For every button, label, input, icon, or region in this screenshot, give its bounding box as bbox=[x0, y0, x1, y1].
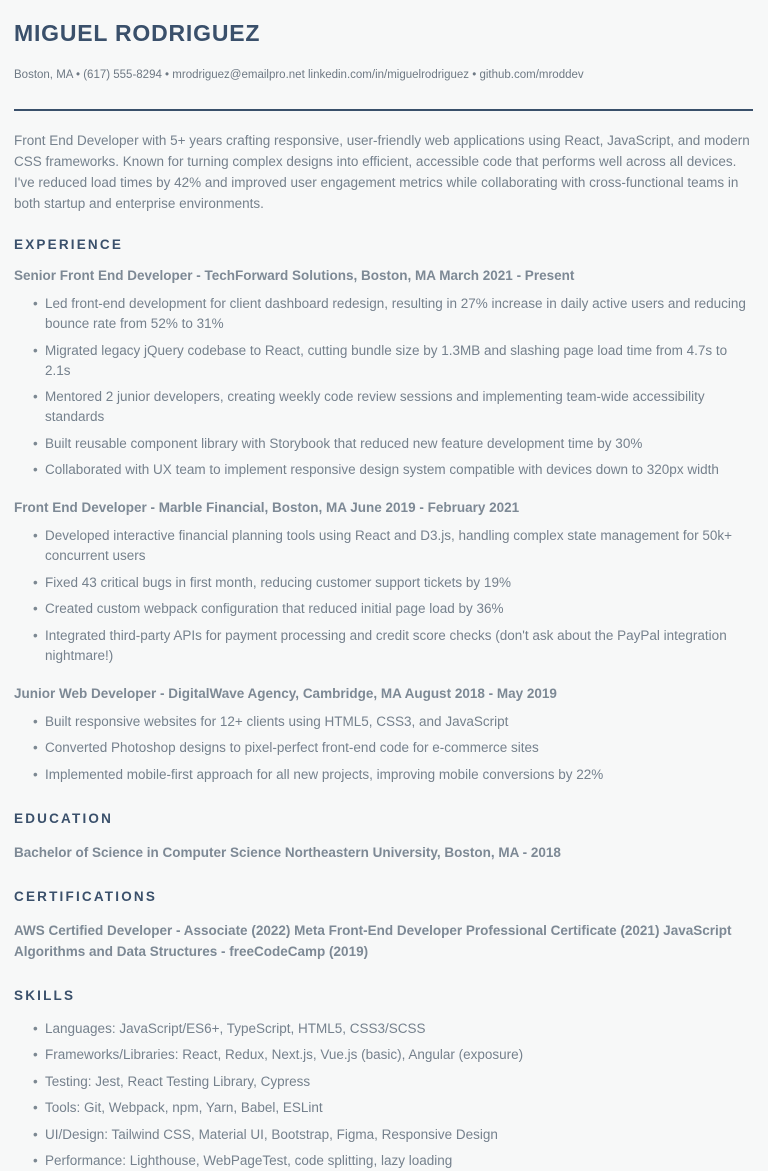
job-bullet: • Mentored 2 junior developers, creating weekly code review sessions and implementing team-wide accessibility standards bbox=[33, 387, 753, 427]
skill-bullet: • Performance: Lighthouse, WebPageTest, code splitting, lazy loading bbox=[33, 1151, 753, 1171]
section-title-education: EDUCATION bbox=[14, 811, 753, 826]
job-heading: Junior Web Developer - DigitalWave Agency, Cambridge, MA August 2018 - May 2019 bbox=[14, 686, 753, 701]
job-bullet: • Collaborated with UX team to implement responsive design system compatible with devices down to 320px width bbox=[33, 460, 753, 480]
job-bullet: • Fixed 43 critical bugs in first month, reducing customer support tickets by 19% bbox=[33, 573, 753, 593]
job-heading: Front End Developer - Marble Financial, Boston, MA June 2019 - February 2021 bbox=[14, 500, 753, 515]
job-bullet: • Developed interactive financial planning tools using React and D3.js, handling complex state management for 50k+ concurrent users bbox=[33, 526, 753, 566]
certifications-text: AWS Certified Developer - Associate (2022) Meta Front-End Developer Professional Certificate (2021) JavaScript Algorithms and Data Structures - freeCodeCamp (2019) bbox=[14, 920, 753, 962]
resume-name: MIGUEL RODRIGUEZ bbox=[14, 20, 753, 47]
section-title-certifications: CERTIFICATIONS bbox=[14, 889, 753, 904]
job-bullet: • Built responsive websites for 12+ clients using HTML5, CSS3, and JavaScript bbox=[33, 712, 753, 732]
skill-bullet: • Testing: Jest, React Testing Library, Cypress bbox=[33, 1072, 753, 1092]
skill-bullet: • UI/Design: Tailwind CSS, Material UI, Bootstrap, Figma, Responsive Design bbox=[33, 1125, 753, 1145]
section-title-skills: SKILLS bbox=[14, 988, 753, 1003]
job-bullets bbox=[14, 526, 753, 666]
job-bullets bbox=[14, 294, 753, 480]
job-heading: Senior Front End Developer - TechForward Solutions, Boston, MA March 2021 - Present bbox=[14, 268, 753, 283]
section-title-experience: EXPERIENCE bbox=[14, 237, 753, 252]
job-bullet: • Led front-end development for client dashboard redesign, resulting in 27% increase in daily active users and reducing bounce rate from 52% to 31% bbox=[33, 294, 753, 334]
header-divider bbox=[14, 109, 753, 111]
job-bullet: • Integrated third-party APIs for payment processing and credit score checks (don't ask about the PayPal integration nightmare!) bbox=[33, 626, 753, 666]
skill-bullet: • Frameworks/Libraries: React, Redux, Next.js, Vue.js (basic), Angular (exposure) bbox=[33, 1045, 753, 1065]
skill-bullet: • Languages: JavaScript/ES6+, TypeScript, HTML5, CSS3/SCSS bbox=[33, 1019, 753, 1039]
job-bullet: • Built reusable component library with Storybook that reduced new feature development time by 30% bbox=[33, 434, 753, 454]
skill-bullet: • Tools: Git, Webpack, npm, Yarn, Babel, ESLint bbox=[33, 1098, 753, 1118]
experience-jobs bbox=[14, 268, 753, 785]
job-bullet: • Implemented mobile-first approach for all new projects, improving mobile conversions by 22% bbox=[33, 765, 753, 785]
job-bullet: • Converted Photoshop designs to pixel-perfect front-end code for e-commerce sites bbox=[33, 738, 753, 758]
job-bullet: • Created custom webpack configuration that reduced initial page load by 36% bbox=[33, 599, 753, 619]
job-bullets bbox=[14, 712, 753, 785]
skills-list bbox=[14, 1019, 753, 1171]
education-text: Bachelor of Science in Computer Science Northeastern University, Boston, MA - 2018 bbox=[14, 842, 753, 863]
summary-text: Front End Developer with 5+ years crafting responsive, user-friendly web applications using React, JavaScript, and modern CSS frameworks. Known for turning complex designs into efficient, accessible code that performs well across all devices. I've reduced load times by 42% and improved user engagement metrics while collaborating with cross-functional teams in both startup and enterprise environments. bbox=[14, 130, 753, 214]
job-bullet: • Migrated legacy jQuery codebase to React, cutting bundle size by 1.3MB and slashing page load time from 4.7s to 2.1s bbox=[33, 341, 753, 381]
contact-line: Boston, MA • (617) 555-8294 • mrodriguez@emailpro.net linkedin.com/in/miguelrodriguez • github.com/mroddev bbox=[14, 68, 753, 82]
